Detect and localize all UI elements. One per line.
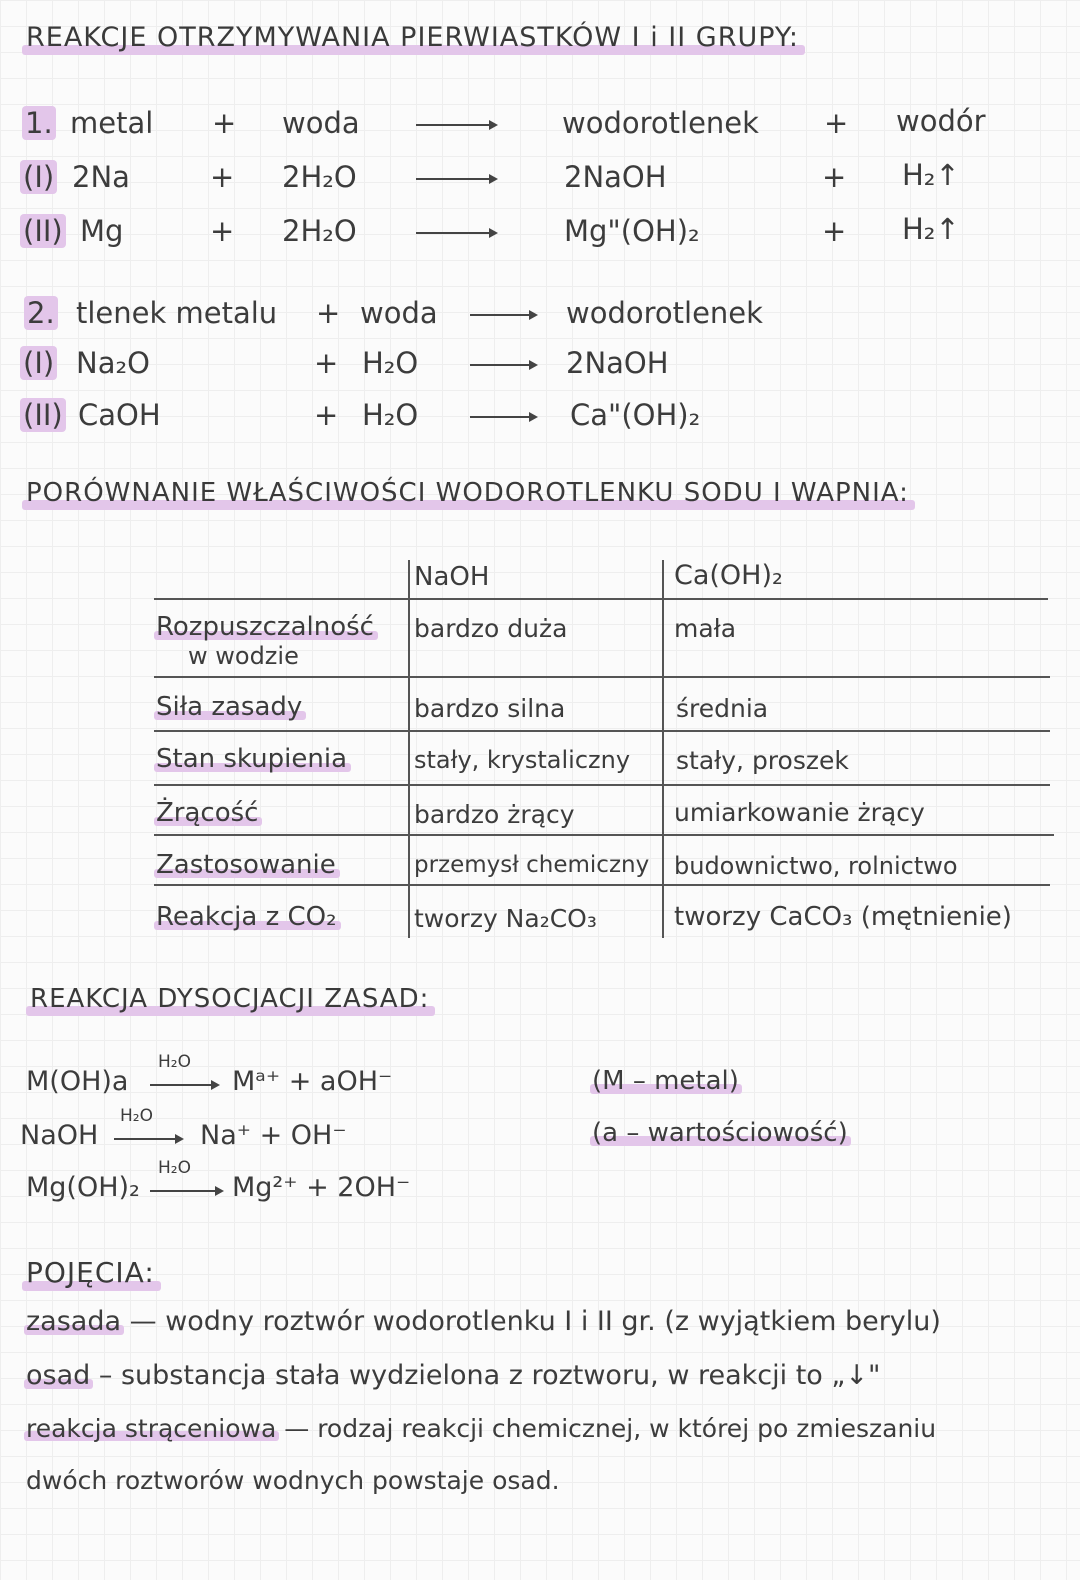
row-label: Stan skupienia [156,744,347,774]
table-divider [662,560,664,938]
heading-dissociation: REAKCJA DYSOCJACJI ZASAD: [30,984,429,1014]
reactant-b: woda [282,106,360,140]
reactant-b: woda [360,296,438,330]
product-d: wodór [896,104,986,138]
concept-item: osad – substancja stała wydzielona z roztworu, w reakcji to „↓" [26,1360,881,1391]
plus-sign: + [210,214,235,248]
dissociation-arrow [150,1084,218,1086]
product-c: Ca"(OH)₂ [570,398,701,432]
reactant-a: Na₂O [76,346,150,380]
product-c: Mg"(OH)₂ [564,214,700,248]
row-label-cont: w wodzie [188,642,299,670]
reactant-b: H₂O [362,346,419,380]
concept-definition: rodzaj reakcji chemicznej, w której po zmieszaniu [317,1414,937,1443]
equation-right: Na⁺ + OH⁻ [200,1120,347,1151]
table-divider [154,598,1048,600]
reactant-b: H₂O [362,398,419,432]
heading-comparison: PORÓWNANIE WŁAŚCIWOŚCI WODOROTLENKU SODU I WAPNIA: [26,478,909,508]
cell-caoh2: mała [674,614,737,643]
reaction-arrow [416,232,496,234]
column-header-caoh2: Ca(OH)₂ [674,560,783,591]
product-c: 2NaOH [564,160,667,194]
row-label: Siła zasady [156,692,302,722]
reactant-a: tlenek metalu [76,296,278,330]
note-valence: (a – wartościowość) [592,1118,848,1148]
heading-reactions: REAKCJE OTRZYMYWANIA PIERWIASTKÓW I i II GRUPY: [26,22,799,53]
concept-definition: wodny roztwór wodorotlenku I i II gr. (z wyjątkiem berylu) [165,1306,941,1337]
plus-sign: + [822,214,847,248]
plus-sign: + [824,106,849,140]
reaction-arrow [470,364,536,366]
plus-sign: + [210,160,235,194]
plus-sign: + [314,346,339,380]
arrow-label: H₂O [158,1158,191,1178]
reactant-a: CaOH [78,398,161,432]
reactant-b: 2H₂O [282,214,357,248]
cell-caoh2: tworzy CaCO₃ (mętnienie) [674,902,1012,932]
concept-term: reakcja strąceniowa [26,1414,276,1443]
table-divider [154,834,1054,836]
reactant-a: metal [70,106,154,140]
table-divider [154,676,1050,678]
cell-caoh2: stały, proszek [676,746,849,775]
reaction-arrow [416,124,496,126]
plus-sign: + [316,296,341,330]
plus-sign: + [822,160,847,194]
equation-left: Mg(OH)₂ [26,1172,140,1203]
arrow-label: H₂O [158,1052,191,1072]
table-divider [154,884,1050,886]
cell-naoh: bardzo silna [414,694,566,723]
table-divider [408,560,410,938]
reaction-number: 1. [22,106,56,140]
reaction-number: (I) [20,160,57,194]
plus-sign: + [212,106,237,140]
reactant-a: 2Na [72,160,130,194]
table-divider [154,784,1050,786]
equation-left: M(OH)a [26,1066,129,1097]
cell-naoh: tworzy Na₂CO₃ [414,904,597,933]
equation-left: NaOH [20,1120,99,1151]
row-label: Zastosowanie [156,850,336,880]
concept-item: zasada — wodny roztwór wodorotlenku I i II gr. (z wyjątkiem berylu) [26,1306,941,1337]
dissociation-arrow [114,1138,182,1140]
concept-definition: substancja stała wydzielona z roztworu, w reakcji to „↓" [120,1360,881,1391]
row-label: Reakcja z CO₂ [156,902,337,932]
arrow-label: H₂O [120,1106,153,1126]
reaction-number: 2. [24,296,58,330]
reaction-number: (I) [20,346,57,380]
plus-sign: + [314,398,339,432]
concept-item: reakcja strąceniowa — rodzaj reakcji chemicznej, w której po zmieszaniu [26,1414,937,1443]
row-label: Rozpuszczalność [156,612,374,642]
equation-right: Mᵃ⁺ + aOH⁻ [232,1066,393,1097]
cell-naoh: bardzo duża [414,614,568,643]
product-d: H₂↑ [902,212,960,246]
dissociation-arrow [150,1190,222,1192]
concept-term: osad [26,1360,90,1391]
cell-caoh2: umiarkowanie żrący [674,798,925,827]
reactant-b: 2H₂O [282,160,357,194]
product-c: 2NaOH [566,346,669,380]
cell-naoh: stały, krystaliczny [414,746,631,774]
reaction-arrow [416,178,496,180]
concept-item [26,1466,560,1495]
reaction-number: (II) [20,398,66,432]
column-header-naoh: NaOH [414,562,490,592]
cell-naoh: bardzo żrący [414,800,575,829]
concept-term: zasada [26,1306,121,1337]
reaction-number: (II) [20,214,66,248]
equation-right: Mg²⁺ + 2OH⁻ [232,1172,411,1203]
cell-naoh: przemysł chemiczny [414,852,650,878]
concept-definition: dwóch roztworów wodnych powstaje osad. [26,1466,560,1495]
row-label: Żrącość [156,798,258,828]
product-d: H₂↑ [902,158,960,192]
reaction-arrow [470,314,536,316]
note-metal: (M – metal) [592,1066,739,1096]
table-divider [154,730,1050,732]
reactant-a: Mg [80,214,124,248]
heading-concepts: POJĘCIA: [26,1256,155,1289]
cell-caoh2: średnia [676,694,769,723]
cell-caoh2: budownictwo, rolnictwo [674,852,958,880]
reaction-arrow [470,416,536,418]
product-c: wodorotlenek [566,296,763,330]
product-c: wodorotlenek [562,106,759,140]
